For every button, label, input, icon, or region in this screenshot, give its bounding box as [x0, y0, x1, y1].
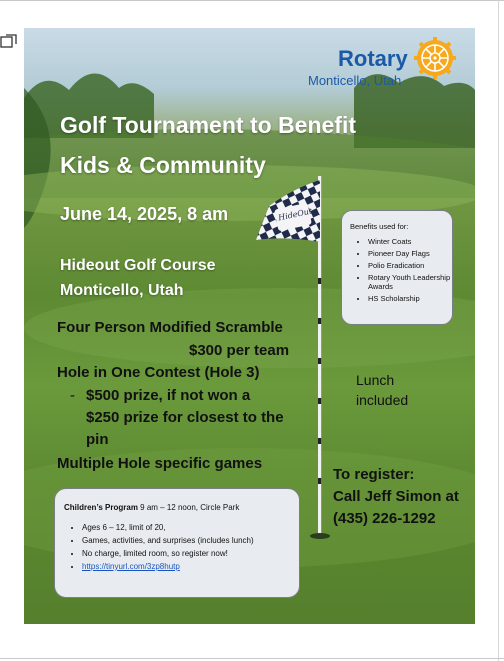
- childrens-program-item: • No charge, limited room, so register now!: [82, 549, 302, 559]
- benefits-box: [341, 210, 453, 325]
- benefit-item: • HS Scholarship: [368, 294, 460, 303]
- register-heading: To register:: [333, 466, 415, 483]
- event-date: June 14, 2025, 8 am: [60, 204, 229, 224]
- rotary-wheel-icon: [413, 36, 457, 80]
- prize-line-2: $250 prize for closest to the: [86, 409, 284, 426]
- title-line-1: Golf Tournament to Benefit: [60, 112, 357, 138]
- prize-line-3: pin: [86, 431, 109, 448]
- childrens-program-box: [54, 488, 300, 598]
- childrens-program-item: • Ages 6 – 12, limit of 20,: [82, 523, 302, 533]
- childrens-program-item: • Games, activities, and surprises (includes lunch): [82, 536, 302, 546]
- hole-in-one-event: Hole in One Contest (Hole 3): [57, 364, 260, 381]
- childrens-program-link-item: [82, 562, 302, 572]
- benefit-item: • Winter Coats: [368, 237, 460, 246]
- scramble-price: $300 per team: [189, 342, 290, 359]
- rotary-logo-location: Monticello, Utah: [308, 73, 402, 88]
- lunch-note: [356, 370, 408, 410]
- benefits-list: [350, 237, 460, 306]
- resize-handle-icon[interactable]: [0, 34, 18, 50]
- title-line-2: Kids & Community: [60, 152, 266, 178]
- benefit-item: • Polio Eradication: [368, 261, 460, 270]
- flag-emblem-text: HideOut: [277, 206, 313, 223]
- scramble-event: Four Person Modified Scramble: [57, 319, 283, 336]
- rotary-logo-wordmark: Rotary: [338, 46, 408, 71]
- prize-line-1: $500 prize, if not won a: [86, 387, 251, 404]
- childrens-program-time: 9 am – 12 noon, Circle Park: [137, 503, 240, 512]
- page-top-border: [0, 0, 504, 1]
- benefit-item: • Rotary Youth Leadership Awards: [368, 273, 460, 291]
- register-phone: (435) 226-1292: [333, 510, 436, 527]
- registration-link[interactable]: https://tinyurl.com/3zp8hutp: [82, 562, 180, 571]
- childrens-program-heading: [64, 503, 239, 512]
- page-right-border: [498, 0, 499, 661]
- childrens-program-title: Children’s Program: [64, 503, 138, 512]
- lunch-line-1: Lunch: [356, 372, 395, 388]
- page-bottom-border: [0, 658, 504, 659]
- registration-info: [333, 464, 459, 530]
- childrens-program-list: [64, 523, 302, 575]
- benefit-item: • Pioneer Day Flags: [368, 249, 460, 258]
- lunch-line-2: included: [356, 392, 409, 408]
- venue-location: Monticello, Utah: [60, 282, 184, 299]
- benefits-heading: Benefits used for:: [350, 222, 409, 231]
- prize-dash: -: [70, 387, 75, 404]
- register-contact: Call Jeff Simon at: [333, 488, 459, 505]
- multiple-games-event: Multiple Hole specific games: [57, 455, 263, 472]
- venue-name: Hideout Golf Course: [60, 257, 216, 274]
- flyer: [24, 28, 475, 624]
